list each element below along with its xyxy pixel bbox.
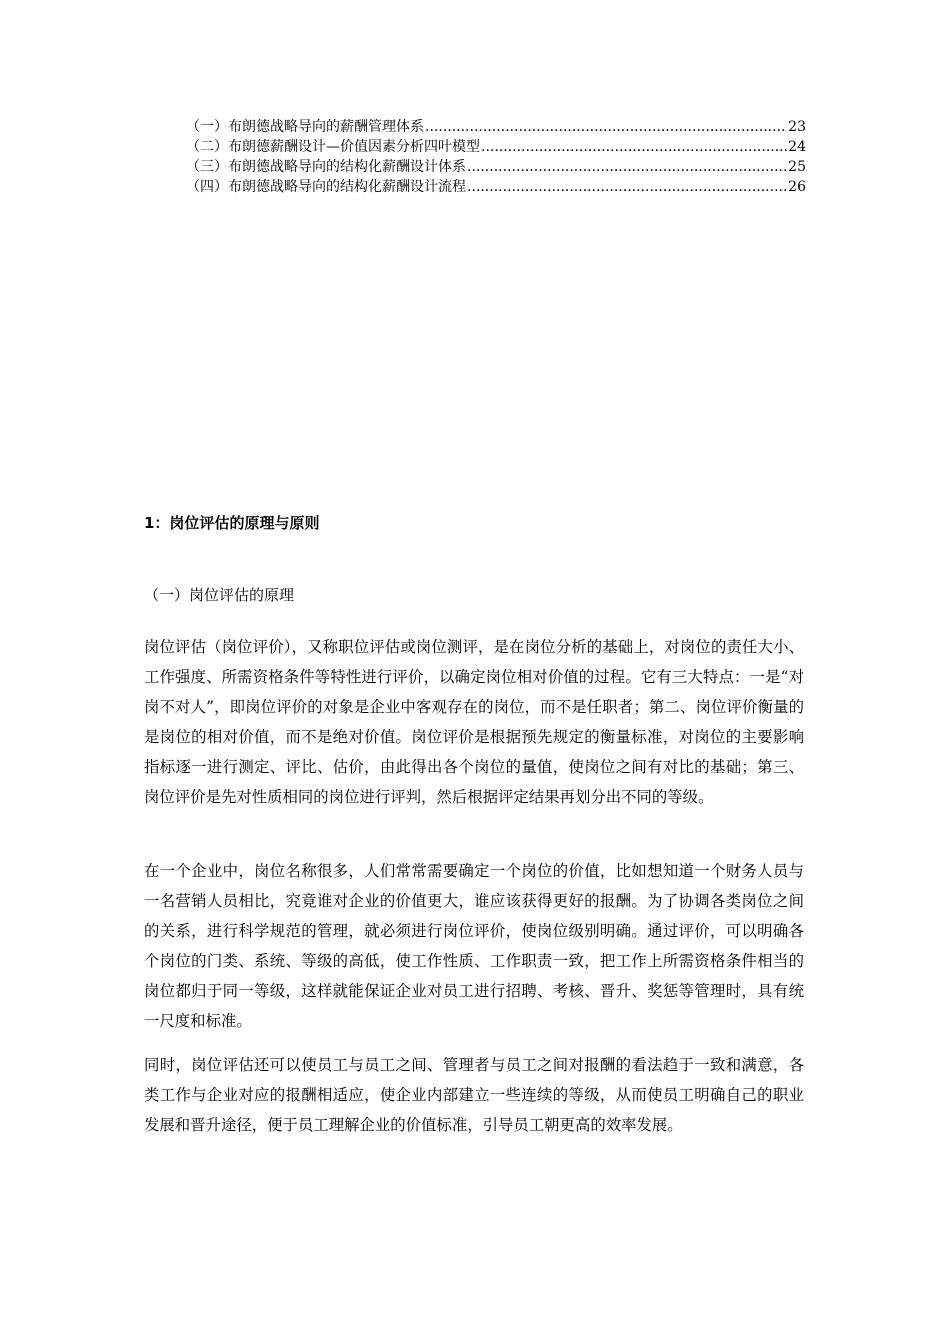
toc-entry[interactable] [186, 137, 806, 157]
toc-entry-title: （二）布朗德薪酬设计—价值因素分析四叶模型 [186, 139, 480, 155]
toc-leader-dots [481, 137, 787, 157]
section-heading: 1：岗位评估的原理与原则 [144, 514, 320, 532]
toc-entry-title: （四）布朗德战略导向的结构化薪酬设计流程 [186, 179, 466, 195]
body-paragraph: 岗位评估（岗位评价），又称职位评估或岗位测评，是在岗位分析的基础上，对岗位的责任大小、工作强度、所需资格条件等特性进行评价，以确定岗位相对价值的过程。它有三大特点：一是“对岗不对人”，即岗位评价的对象是企业中客观存在的岗位，而不是任职者；第二、岗位评价衡量的是岗位的相对价值，而不是绝对价值。岗位评价是根据预先规定的衡量标准，对岗位的主要影响指标逐一进行测定、评比、估价，由此得出各个岗位的量值，使岗位之间有对比的基础；第三、岗位评价是先对性质相同的岗位进行评判，然后根据评定结果再划分出不同的等级。 [144, 638, 804, 806]
table-of-contents [186, 117, 806, 197]
toc-entry[interactable] [186, 117, 806, 137]
toc-entry-page: 23 [788, 119, 806, 135]
toc-entry-page: 26 [788, 179, 806, 195]
toc-leader-dots [467, 177, 787, 197]
toc-entry-page: 24 [788, 139, 806, 155]
body-paragraph: 同时，岗位评估还可以使员工与员工之间、管理者与员工之间对报酬的看法趋于一致和满意，各类工作与企业对应的报酬相适应，使企业内部建立一些连续的等级，从而使员工明确自己的职业发展和晋升途径，便于员工理解企业的价值标准，引导员工朝更高的效率发展。 [144, 1056, 804, 1134]
toc-leader-dots [467, 157, 787, 177]
sub-heading: （一）岗位评估的原理 [144, 586, 295, 604]
body-paragraph: 在一个企业中，岗位名称很多，人们常常需要确定一个岗位的价值，比如想知道一个财务人员与一名营销人员相比，究竟谁对企业的价值更大，谁应该获得更好的报酬。为了协调各类岗位之间的关系，进行科学规范的管理，就必须进行岗位评价，使岗位级别明确。通过评价，可以明确各个岗位的门类、系统、等级的高低，使工作性质、工作职责一致，把工作上所需资格条件相当的岗位都归于同一等级，这样就能保证企业对员工进行招聘、考核、晋升、奖惩等管理时，具有统一尺度和标准。 [144, 862, 804, 1030]
toc-entry-title: （一）布朗德战略导向的薪酬管理体系 [186, 119, 424, 135]
toc-entry-title: （三）布朗德战略导向的结构化薪酬设计体系 [186, 159, 466, 175]
toc-entry-page: 25 [788, 159, 806, 175]
toc-leader-dots [425, 117, 787, 137]
toc-entry[interactable] [186, 177, 806, 197]
toc-entry[interactable] [186, 157, 806, 177]
